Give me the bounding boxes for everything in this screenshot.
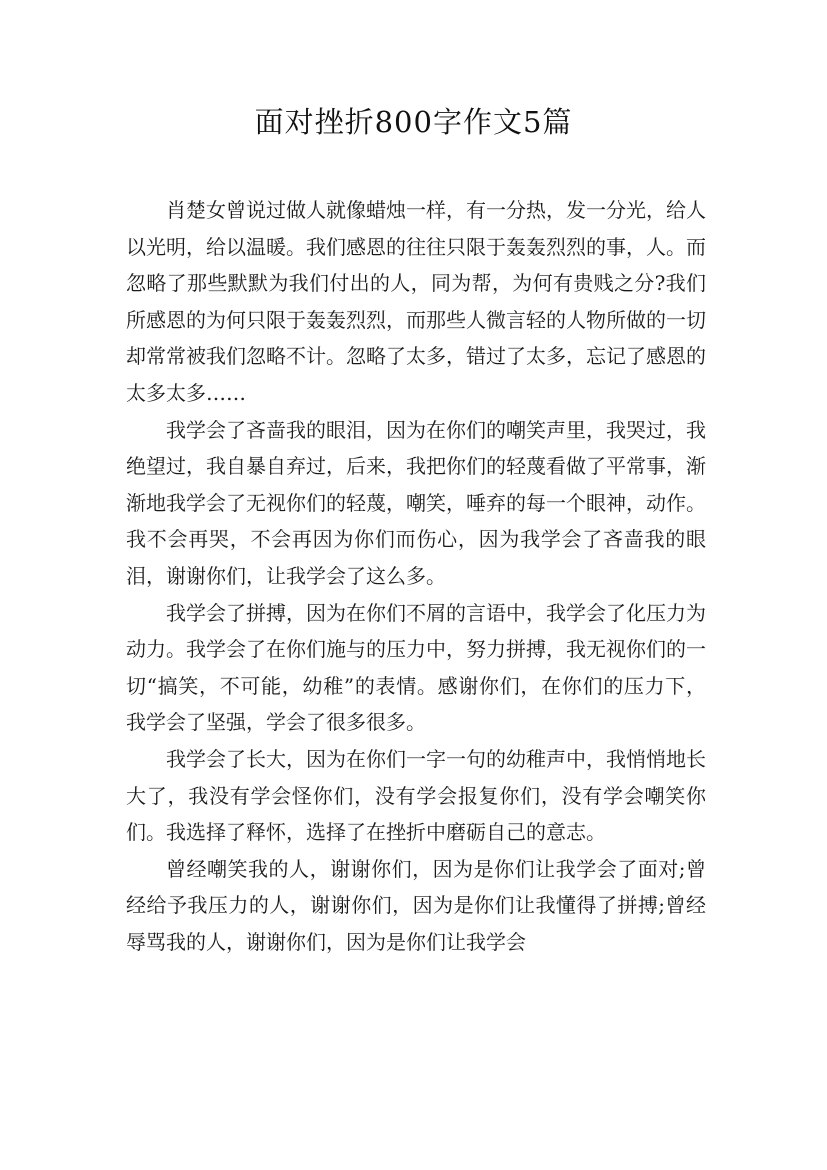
document-body [126, 192, 706, 960]
paragraph-3: 我学会了拼搏，因为在你们不屑的言语中，我学会了化压力为动力。我学会了在你们施与的压力中，努力拼搏，我无视你们的一切“搞笑，不可能，幼稚”的表情。感谢你们，在你们的压力下，我学会了坚强，学会了很多很多。 [126, 600, 706, 735]
paragraph-1: 肖楚女曾说过做人就像蜡烛一样，有一分热，发一分光，给人以光明，给以温暖。我们感恩的往往只限于轰轰烈烈的事，人。而忽略了那些默默为我们付出的人，同为帮，为何有贵贱之分?我们所感恩的为何只限于轰轰烈烈，而那些人微言轻的人物所做的一切却常常被我们忽略不计。忽略了太多，错过了太多，忘记了感恩的太多太多…… [126, 198, 706, 405]
paragraph-5: 曾经嘲笑我的人，谢谢你们，因为是你们让我学会了面对;曾经给予我压力的人，谢谢你们，因为是你们让我懂得了拼搏;曾经辱骂我的人，谢谢你们，因为是你们让我学会 [126, 856, 706, 954]
document-title: 面对挫折800字作文5篇 [254, 105, 573, 139]
paragraph-2: 我学会了吝啬我的眼泪，因为在你们的嘲笑声里，我哭过，我绝望过，我自暴自弃过，后来，我把你们的轻蔑看做了平常事，渐渐地我学会了无视你们的轻蔑，嘲笑，唾弃的每一个眼神，动作。我不会再哭，不会再因为你们而伤心，因为我学会了吝啬我的眼泪，谢谢你们，让我学会了这么多。 [126, 417, 706, 588]
paragraph-4: 我学会了长大，因为在你们一字一句的幼稚声中，我悄悄地长大了，我没有学会怪你们，没有学会报复你们，没有学会嘲笑你们。我选择了释怀，选择了在挫折中磨砺自己的意志。 [126, 746, 706, 845]
